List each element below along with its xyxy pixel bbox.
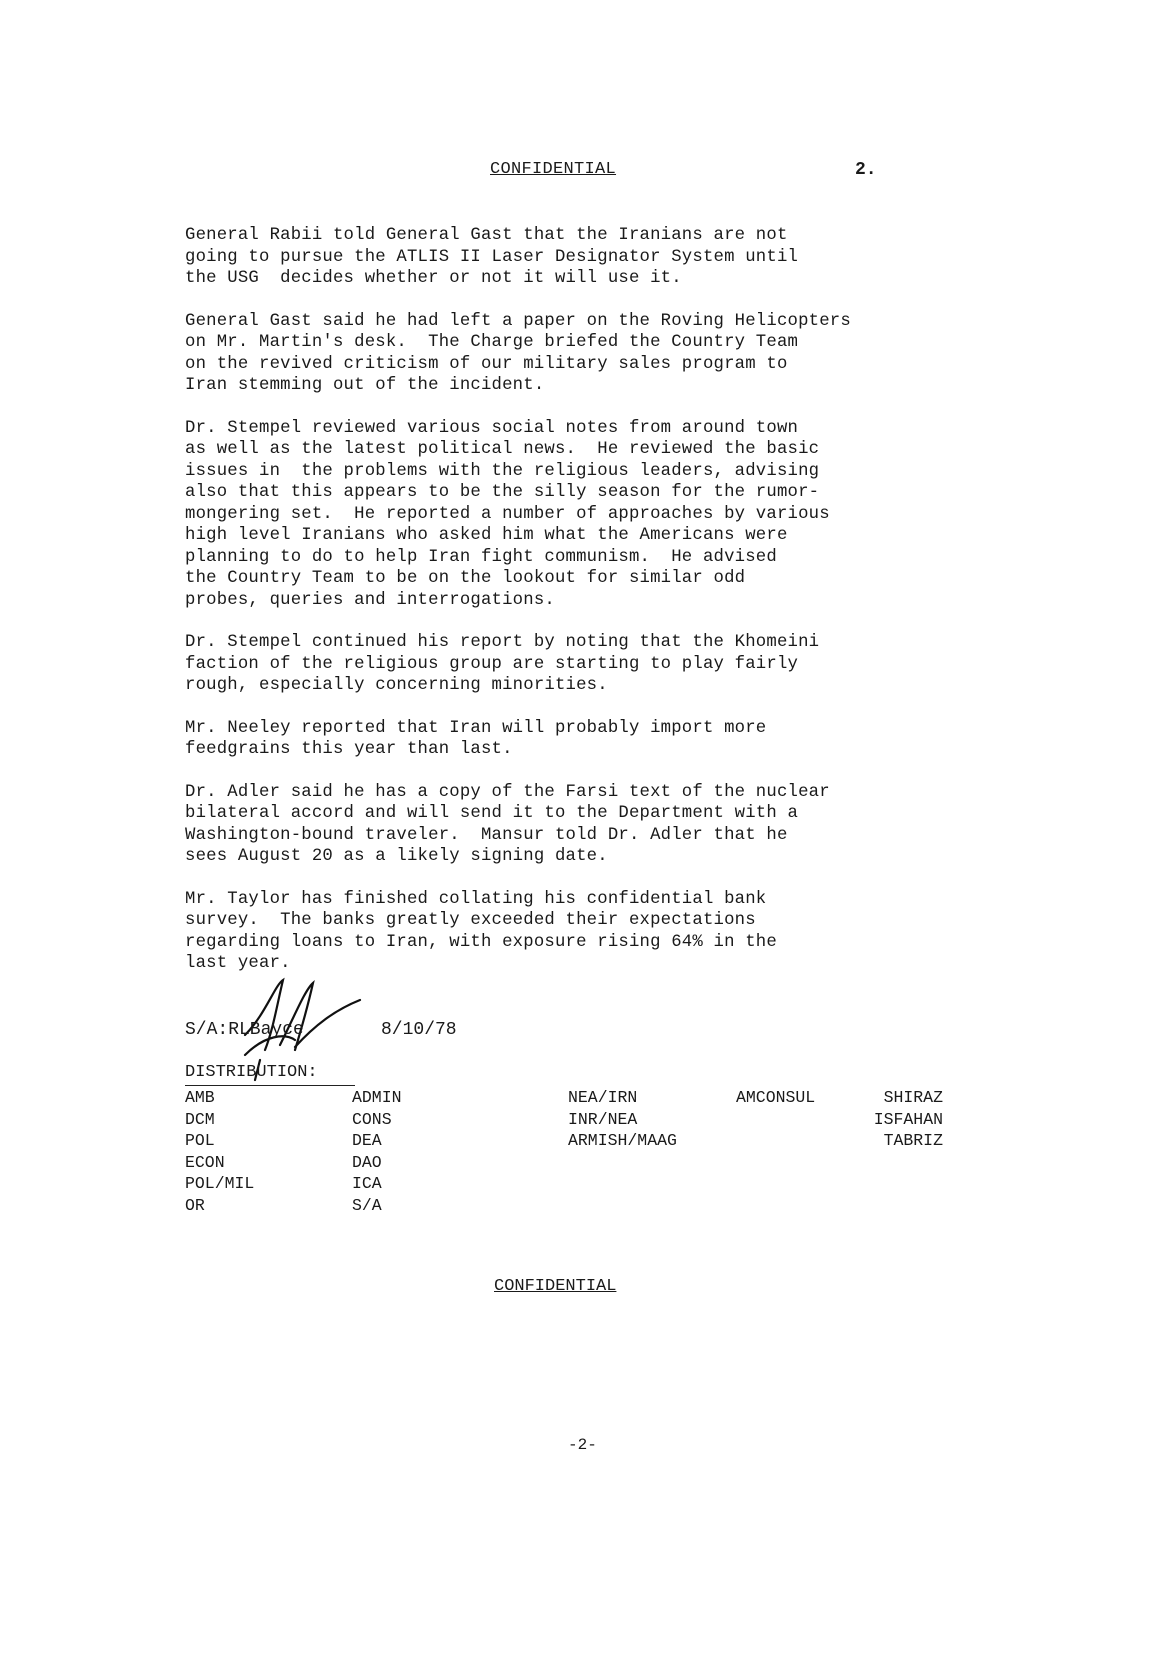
paragraph-3: Dr. Stempel reviewed various social notes from around town as well as the latest political news. He reviewed the basic issues in the problems with the religious leaders, advising also that this appears to be the silly season for the rumor- mongering set. He reported a number of approaches by various high level Iranians who asked him what the Americans were planning to do to help Iran fight communism. He advised the Country Team to be on the lookout for similar odd probes, queries and interrogations. [185,418,830,610]
distribution-entry: SHIRAZ [883,1088,943,1107]
distribution-entry: DCM [185,1109,215,1129]
distribution-column-3 [568,1087,677,1152]
distribution-entry: NEA/IRN [568,1088,638,1107]
distribution-entry: DAO [352,1152,382,1172]
distribution-entry: ECON [185,1152,225,1172]
distribution-entry: POL [185,1131,215,1150]
distribution-entry: POL/MIL [185,1174,255,1193]
distribution-entry: ADMIN [352,1088,402,1107]
distribution-entry: AMB [185,1088,215,1107]
paragraph-2: General Gast said he had left a paper on the Roving Helicopters on Mr. Martin's desk. The Charge briefed the Country Team on the revived criticism of our military sales program to Iran stemming out of the incident. [185,311,851,395]
memo-body [185,225,1005,996]
header-classification: CONFIDENTIAL [490,160,617,179]
header-page-number: 2. [855,160,877,180]
distribution-entry: DEA [352,1131,382,1150]
distribution-entry: TABRIZ [883,1131,943,1150]
footer-page-label: -2- [568,1436,597,1454]
distribution-column-5 [874,1087,943,1152]
drafted-date: 8/10/78 [381,1020,457,1040]
paragraph-4: Dr. Stempel continued his report by noting that the Khomeini faction of the religious group are starting to play fairly rough, especially concerning minorities. [185,633,820,695]
footer-classification: CONFIDENTIAL [494,1277,617,1296]
distribution-column-2 [352,1087,402,1216]
distribution-title: DISTRIBUTION: [185,1063,318,1082]
distribution-entry: INR/NEA [568,1109,638,1129]
distribution-column-1 [185,1087,254,1216]
paragraph-6: Dr. Adler said he has a copy of the Farsi text of the nuclear bilateral accord and will send it to the Department with a Washington-bound traveler. Mansur told Dr. Adler that he sees August 20 as a likely signing date. [185,782,830,866]
drafter-initials: S/A:RLBayce [185,1020,304,1040]
distribution-entry: AMCONSUL [736,1088,816,1107]
distribution-entry: OR [185,1195,205,1215]
paragraph-7: Mr. Taylor has finished collating his confidential bank survey. The banks greatly exceeded their expectations regarding loans to Iran, with exposure rising 64% in the last year. [185,889,777,973]
distribution-entry: CONS [352,1109,392,1129]
distribution-column-4 [736,1087,815,1109]
distribution-entry: ISFAHAN [873,1109,943,1129]
paragraph-5: Mr. Neeley reported that Iran will probably import more feedgrains this year than last. [185,718,767,759]
distribution-entry: ICA [352,1174,382,1193]
distribution-underline [185,1085,355,1086]
paragraph-1: General Rabii told General Gast that the Iranians are not going to pursue the ATLIS II Laser Designator System until the USG decides whether or not it will use it. [185,226,799,288]
distribution-entry: ARMISH/MAAG [568,1131,677,1150]
distribution-entry: S/A [352,1195,382,1215]
